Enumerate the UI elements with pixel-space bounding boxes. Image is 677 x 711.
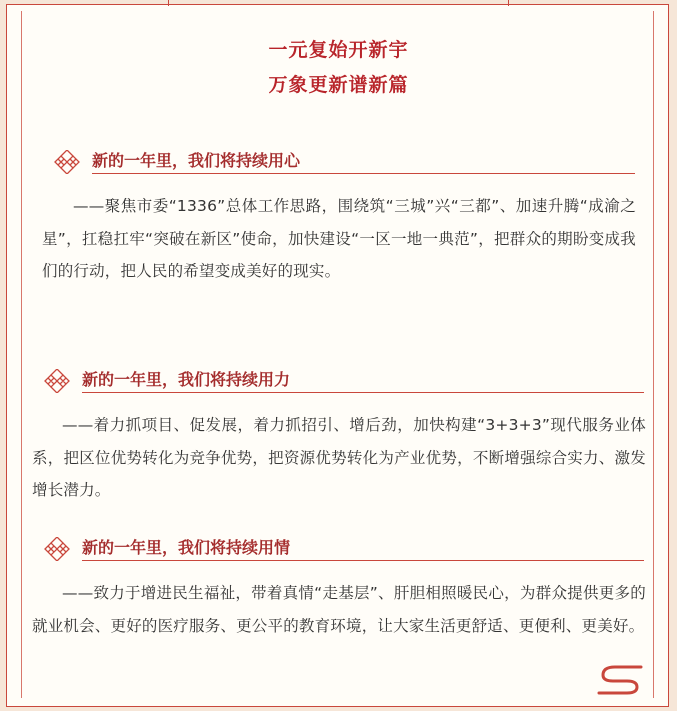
title-line-1: 一元复始开新宇: [268, 39, 409, 61]
chinese-knot-icon: [52, 150, 82, 174]
top-left-tick: [168, 0, 169, 6]
section-3-heading: 新的一年里，我们将持续用情: [82, 538, 291, 557]
section-1-paragraph: ——聚焦市委“1336”总体工作思路，围绕筑“三城”兴“三都”、加速升腾“成渝之星”，扛稳扛牢“突破在新区”使命，加快建设“一区一地一典范”，把群众的期盼变成我们的行动，把人民的希望变成美好的现实。: [42, 197, 636, 280]
section-2-rule: [82, 392, 644, 393]
section-1-heading: 新的一年里，我们将持续用心: [92, 151, 301, 170]
section-1-header: [52, 148, 635, 174]
section-2-header: [42, 367, 644, 393]
section-3-rule: [82, 560, 644, 561]
chinese-knot-icon: [42, 369, 72, 393]
title-line-2: 万象更新谱新篇: [268, 74, 409, 96]
swirl-ornament-icon: [595, 663, 647, 697]
section-1-rule: [92, 173, 635, 174]
section-3-header: [42, 535, 644, 561]
section-3-paragraph: ——致力于增进民生福祉，带着真情“走基层”、肝胆相照暖民心，为群众提供更多的就业机会、更好的医疗服务、更公平的教育环境，让大家生活更舒适、更便利、更美好。: [32, 584, 646, 635]
section-2-paragraph: ——着力抓项目、促发展，着力抓招引、增后劲，加快构建“3+3+3”现代服务业体系，把区位优势转化为竞争优势，把资源优势转化为产业优势，不断增强综合实力、激发增长潜力。: [32, 416, 646, 499]
section-2-heading: 新的一年里，我们将持续用力: [82, 370, 291, 389]
chinese-knot-icon: [42, 537, 72, 561]
top-right-tick: [508, 0, 509, 6]
